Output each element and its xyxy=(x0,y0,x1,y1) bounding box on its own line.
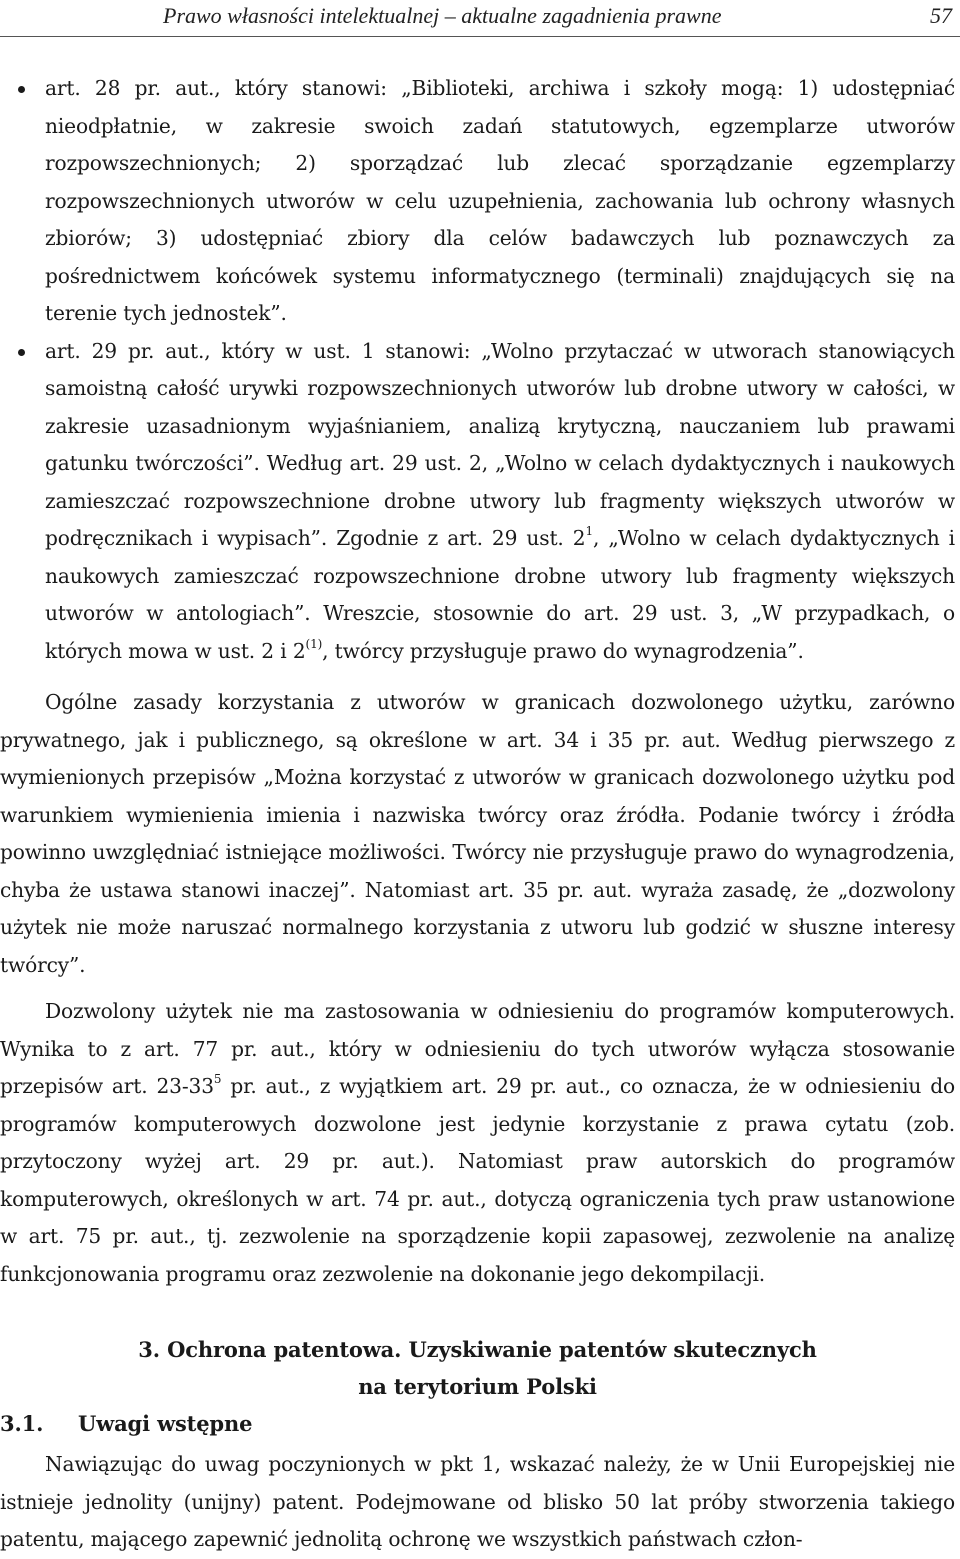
list-item-text: , twórcy przysługuje prawo do wynagrodzenia”. xyxy=(322,638,804,663)
list-item-text: art. 29 pr. aut., który w ust. 1 stanowi: „Wolno przytaczać w utworach stanowiących samoistną całość urywki rozpowszechnionych utworów lub drobne utwory w całości, w zakresie uzasadnionym wyjaśnianiem, analizą krytyczną, nauczaniem lub prawami gatunku twórczości”. Według art. 29 ust. 2, „Wolno w celach dydaktycznych i naukowych zamieszczać rozpowszechnione drobne utwory lub fragmenty większych utworów w podręcznikach i wypisach”. Zgodnie z art. 29 ust. 2 xyxy=(45,338,955,550)
superscript: 5 xyxy=(213,1072,222,1087)
paragraph-text: Nawiązując do uwag poczynionych w pkt 1, wskazać należy, że w Unii Europejskiej nie istnieje jednolity (unijny) patent. Podejmowane od blisko 50 lat próby stworzenia takiego patentu, mającego zapewnić jednolitą ochronę we wszystkich państwach człon- xyxy=(0,1452,955,1551)
superscript: (1) xyxy=(305,636,323,651)
superscript: 1 xyxy=(585,524,593,539)
paragraph-text: Dozwolony użytek nie ma zastosowania w odniesieniu do programów komputerowych. Wynika to z art. 77 pr. aut., który w odniesieniu do tych utworów wyłącza stosowanie przepisów art. 23-33 xyxy=(0,999,955,1098)
section-heading xyxy=(0,1331,955,1405)
paragraph-intro xyxy=(0,1446,955,1559)
running-title: Prawo własności intelektualnej – aktualne zagadnienia prawne xyxy=(163,3,722,28)
page-number: 57 xyxy=(930,3,952,28)
list-item-art-29 xyxy=(0,333,955,671)
paragraph-software xyxy=(0,993,955,1293)
list-item-text: art. 28 pr. aut., który stanowi: „Biblioteki, archiwa i szkoły mogą: 1) udostępniać nieodpłatnie, w zakresie swoich zadań statutowych, egzemplarze utworów rozpowszechnionych; 2) sporządzać lub zlecać sporządzanie egzemplarzy rozpowszechnionych utworów w celu uzupełnienia, zachowania lub ochrony własnych zbiorów; 3) udostępniać zbiory dla celów badawczych lub poznawczych za pośrednictwem końcówek systemu informatycznego (terminali) znajdujących się na terenie tych jednostek”. xyxy=(45,76,955,325)
paragraph-text: pr. aut., z wyjątkiem art. 29 pr. aut., co oznacza, że w odniesieniu do programów komputerowych dozwolone jest jedynie korzystanie z prawa cytatu (zob. przytoczony wyżej art. 29 pr. aut.). Natomiast praw autorskich do programów komputerowych, określonych w art. 74 pr. aut., dotyczą ograniczenia tych praw ustanowione w art. 75 pr. aut., tj. zezwolenie na sporządzenie kopii zapasowej, zezwolenie na analizę funkcjonowania programu oraz zezwolenie na dokonanie jego dekompilacji. xyxy=(0,1074,955,1286)
page-body xyxy=(0,70,955,1559)
subsection-title: Uwagi wstępne xyxy=(78,1411,253,1436)
running-header xyxy=(0,0,960,37)
paragraph-fair-use xyxy=(0,684,955,984)
list-item-text: , „Wolno w celach dydaktycznych i naukowych zamieszczać rozpowszechnione drobne utwory lub fragmenty większych utworów w antologiach”. Wreszcie, stosownie do art. 29 ust. 3, „W przypadkach, o których mowa w ust. 2 i 2 xyxy=(45,526,955,663)
subsection-number: 3.1. xyxy=(0,1411,44,1436)
subsection-heading xyxy=(0,1405,955,1442)
section-heading-line: 3. Ochrona patentowa. Uzyskiwanie patentów skutecznych xyxy=(138,1337,817,1362)
section-heading-line: na terytorium Polski xyxy=(358,1374,597,1399)
paragraph-text: Ogólne zasady korzystania z utworów w granicach dozwolonego użytku, zarówno prywatnego, jak i publicznego, są określone w art. 34 i 35 pr. aut. Według pierwszego z wymienionych przepisów „Można korzystać z utworów w granicach dozwolonego użytku pod warunkiem wymienienia imienia i nazwiska twórcy oraz źródła. Podanie twórcy i źródła powinno uwzględniać istniejące możliwości. Twórcy nie przysługuje prawo do wynagrodzenia, chyba że ustawa stanowi inaczej”. Natomiast art. 35 pr. aut. wyraża zasadę, że „dozwolony użytek nie może naruszać normalnego korzystania z utworu lub godzić w słuszne interesy twórcy”. xyxy=(0,690,955,977)
list-item-art-28 xyxy=(0,70,955,333)
